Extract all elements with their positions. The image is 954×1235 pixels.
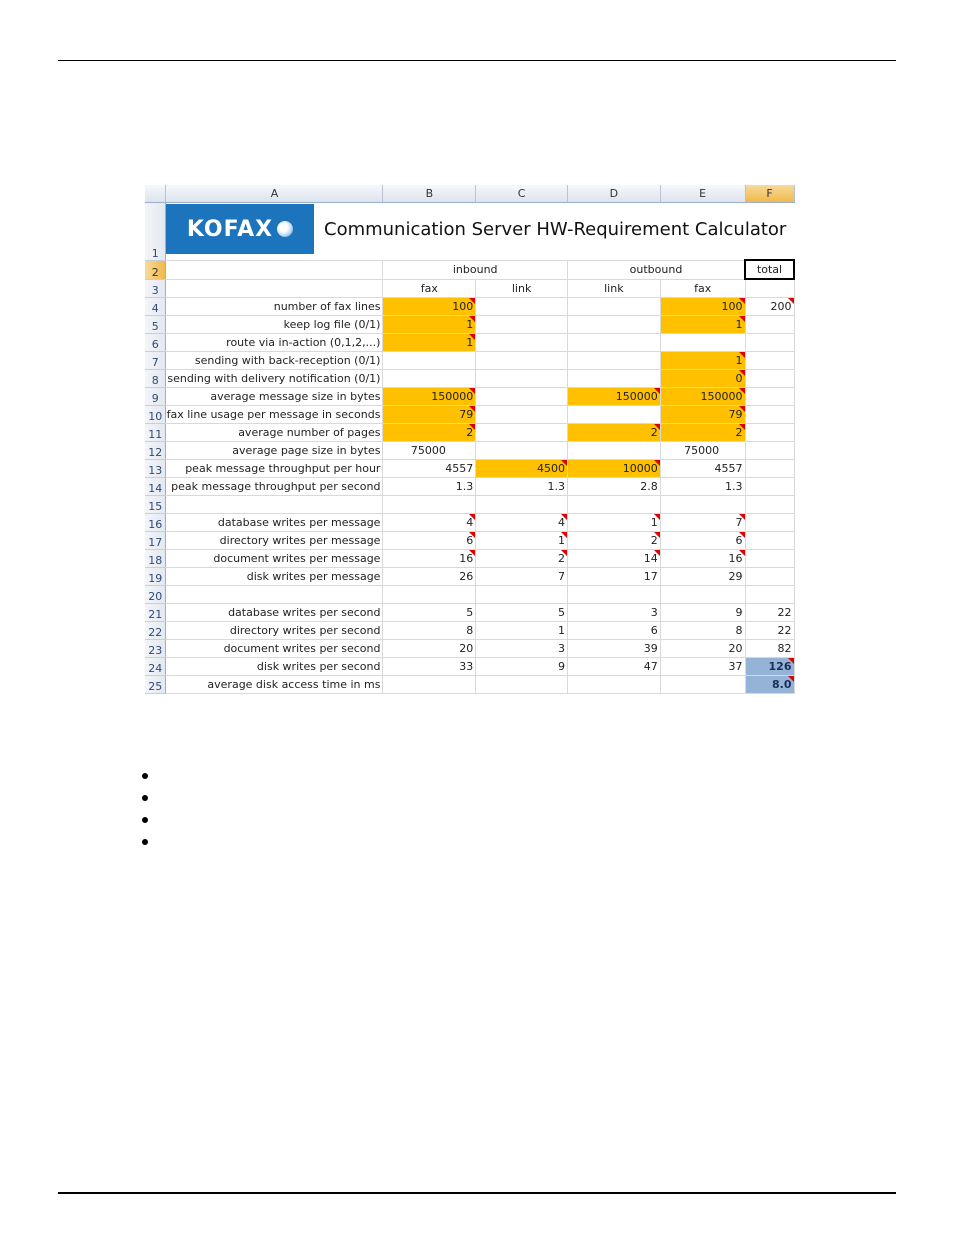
cell-c[interactable]: 1 [476, 622, 568, 640]
cell-f[interactable] [745, 442, 794, 460]
bullet-item [142, 814, 150, 836]
cell-e[interactable]: 1.3 [660, 478, 745, 496]
cell-d[interactable]: 14 [567, 550, 660, 568]
row-label-cell[interactable]: fax line usage per message in seconds [166, 406, 383, 424]
outbound-fax-header[interactable]: fax [660, 279, 745, 298]
bullet-icon [142, 795, 148, 801]
row-header[interactable]: 6 [145, 334, 166, 352]
footer-rule [58, 1192, 896, 1194]
bullet-icon [142, 817, 148, 823]
cell-f[interactable] [745, 334, 794, 352]
kofax-logo-text: KOFAX [186, 216, 274, 242]
cell-d[interactable] [567, 370, 660, 388]
table-row [145, 496, 794, 514]
cell-b[interactable]: 6 [383, 532, 476, 550]
header-rule [58, 60, 896, 61]
inbound-link-header[interactable]: link [476, 279, 568, 298]
cell-e[interactable]: 20 [660, 640, 745, 658]
table-row [145, 352, 794, 370]
cell-b[interactable] [383, 352, 476, 370]
cell-c[interactable]: 1.3 [476, 478, 568, 496]
cell-f[interactable] [745, 478, 794, 496]
cell-b[interactable]: 1.3 [383, 478, 476, 496]
cell-b[interactable]: 33 [383, 658, 476, 676]
cell-c[interactable] [476, 496, 568, 514]
cell-d[interactable] [567, 586, 660, 604]
table-row [145, 604, 794, 622]
row-header[interactable]: 9 [145, 388, 166, 406]
cell-c[interactable]: 9 [476, 658, 568, 676]
row-2 [145, 260, 794, 279]
cell-e[interactable]: 2 [660, 424, 745, 442]
column-header-e[interactable]: E [660, 185, 745, 203]
row-label-cell[interactable]: directory writes per message [166, 532, 383, 550]
cell-d[interactable]: 10000 [567, 460, 660, 478]
data-rows [145, 298, 794, 694]
cell-e[interactable]: 0 [660, 370, 745, 388]
cell-d[interactable]: 17 [567, 568, 660, 586]
row-label-cell[interactable]: database writes per message [166, 514, 383, 532]
row-header[interactable]: 1 [145, 203, 166, 261]
cell-c[interactable] [476, 586, 568, 604]
table-row [145, 658, 794, 676]
cell-f[interactable] [745, 424, 794, 442]
cell-d[interactable] [567, 496, 660, 514]
select-all-corner[interactable] [145, 185, 166, 203]
table-row [145, 640, 794, 658]
bullet-item [142, 770, 150, 792]
cell-b[interactable]: 16 [383, 550, 476, 568]
cell-d[interactable]: 2 [567, 532, 660, 550]
cell-f[interactable] [745, 352, 794, 370]
row-label-cell[interactable]: average disk access time in ms [166, 676, 383, 694]
row-header[interactable]: 18 [145, 550, 166, 568]
cell-e[interactable] [660, 586, 745, 604]
table-row [145, 424, 794, 442]
cell-b[interactable]: 100 [383, 298, 476, 316]
row-label-cell[interactable]: directory writes per second [166, 622, 383, 640]
cell-d[interactable] [567, 406, 660, 424]
row-label-cell[interactable] [166, 586, 383, 604]
cell-f[interactable] [745, 550, 794, 568]
cell[interactable] [166, 279, 383, 298]
bullet-icon [142, 773, 148, 779]
table-row [145, 298, 794, 316]
cell-b[interactable]: 79 [383, 406, 476, 424]
row-label-cell[interactable]: database writes per second [166, 604, 383, 622]
row-header[interactable]: 11 [145, 424, 166, 442]
cell-b[interactable] [383, 586, 476, 604]
row-label-cell[interactable]: peak message throughput per hour [166, 460, 383, 478]
cell-d[interactable] [567, 298, 660, 316]
calculator-title: Communication Server HW-Requirement Calculator [324, 218, 787, 240]
cell-f[interactable] [745, 370, 794, 388]
row-header[interactable]: 15 [145, 496, 166, 514]
cell-e[interactable]: 150000 [660, 388, 745, 406]
globe-icon [277, 221, 293, 237]
cell-f[interactable] [745, 496, 794, 514]
cell-f[interactable]: 126 [745, 658, 794, 676]
row-label-cell[interactable]: peak message throughput per second [166, 478, 383, 496]
cell-b[interactable]: 4 [383, 514, 476, 532]
cell-e[interactable]: 100 [660, 298, 745, 316]
table-row [145, 370, 794, 388]
calculator-banner [166, 203, 792, 255]
cell-d[interactable]: 150000 [567, 388, 660, 406]
row-header[interactable]: 10 [145, 406, 166, 424]
cell-f[interactable]: 82 [745, 640, 794, 658]
cell-f[interactable] [745, 316, 794, 334]
cell[interactable] [745, 279, 794, 298]
table-row [145, 532, 794, 550]
row-header[interactable]: 24 [145, 658, 166, 676]
cell-e[interactable]: 6 [660, 532, 745, 550]
table-row [145, 514, 794, 532]
cell-c[interactable] [476, 406, 568, 424]
cell-c[interactable] [476, 676, 568, 694]
column-header-b[interactable]: B [383, 185, 476, 203]
table-row [145, 406, 794, 424]
cell-c[interactable] [476, 352, 568, 370]
cell-d[interactable]: 2.8 [567, 478, 660, 496]
cell-f[interactable] [745, 586, 794, 604]
cell-c[interactable]: 5 [476, 604, 568, 622]
cell-f[interactable]: 22 [745, 604, 794, 622]
row-header[interactable]: 22 [145, 622, 166, 640]
row-header[interactable]: 7 [145, 352, 166, 370]
cell-e[interactable]: 1 [660, 316, 745, 334]
cell-d[interactable]: 6 [567, 622, 660, 640]
table-row [145, 568, 794, 586]
cell-b[interactable]: 75000 [383, 442, 476, 460]
cell-b[interactable] [383, 370, 476, 388]
cell-f[interactable]: 22 [745, 622, 794, 640]
row-label-cell[interactable]: disk writes per second [166, 658, 383, 676]
total-header-selected-cell[interactable]: total [745, 260, 794, 279]
cell-b[interactable]: 1 [383, 316, 476, 334]
row-header[interactable]: 19 [145, 568, 166, 586]
row-label-cell[interactable]: document writes per second [166, 640, 383, 658]
cell-c[interactable] [476, 316, 568, 334]
row-label-cell[interactable]: disk writes per message [166, 568, 383, 586]
cell-e[interactable]: 16 [660, 550, 745, 568]
table-row [145, 442, 794, 460]
cell-b[interactable]: 5 [383, 604, 476, 622]
cell-d[interactable] [567, 334, 660, 352]
column-header-f[interactable]: F [745, 185, 794, 203]
cell-e[interactable]: 29 [660, 568, 745, 586]
kofax-logo [166, 204, 314, 254]
cell-e[interactable]: 1 [660, 352, 745, 370]
column-header-row [145, 185, 794, 203]
cell-c[interactable]: 4 [476, 514, 568, 532]
cell-c[interactable] [476, 388, 568, 406]
cell-c[interactable]: 2 [476, 550, 568, 568]
cell-d[interactable] [567, 676, 660, 694]
cell[interactable] [166, 260, 383, 279]
cell-b[interactable] [383, 496, 476, 514]
cell-f[interactable]: 200 [745, 298, 794, 316]
row-label-cell[interactable]: average number of pages [166, 424, 383, 442]
inbound-fax-header[interactable]: fax [383, 279, 476, 298]
cell-c[interactable] [476, 442, 568, 460]
cell-b[interactable]: 26 [383, 568, 476, 586]
row-header[interactable]: 5 [145, 316, 166, 334]
cell-c[interactable]: 4500 [476, 460, 568, 478]
row-label-cell[interactable]: average page size in bytes [166, 442, 383, 460]
column-header-c[interactable]: C [476, 185, 568, 203]
cell-b[interactable]: 150000 [383, 388, 476, 406]
cell-d[interactable]: 47 [567, 658, 660, 676]
row-header[interactable]: 23 [145, 640, 166, 658]
table-row [145, 676, 794, 694]
cell-c[interactable]: 1 [476, 532, 568, 550]
cell-d[interactable] [567, 316, 660, 334]
table-row [145, 586, 794, 604]
row-label-cell[interactable]: keep log file (0/1) [166, 316, 383, 334]
cell-e[interactable] [660, 496, 745, 514]
row-header[interactable]: 17 [145, 532, 166, 550]
row-header[interactable]: 12 [145, 442, 166, 460]
spreadsheet-grid [145, 185, 795, 694]
row-header[interactable]: 4 [145, 298, 166, 316]
row-header[interactable]: 20 [145, 586, 166, 604]
cell-e[interactable]: 37 [660, 658, 745, 676]
cell-c[interactable] [476, 424, 568, 442]
row-label-cell[interactable]: average message size in bytes [166, 388, 383, 406]
cell-b[interactable]: 1 [383, 334, 476, 352]
cell-f[interactable] [745, 388, 794, 406]
cell-b[interactable] [383, 676, 476, 694]
table-row [145, 388, 794, 406]
cell-f[interactable] [745, 514, 794, 532]
spreadsheet-screenshot [145, 185, 795, 693]
bullet-item [142, 836, 150, 858]
cell-e[interactable]: 75000 [660, 442, 745, 460]
row-header[interactable]: 25 [145, 676, 166, 694]
cell-e[interactable]: 4557 [660, 460, 745, 478]
table-row [145, 478, 794, 496]
cell-e[interactable] [660, 676, 745, 694]
cell-f[interactable] [745, 532, 794, 550]
cell-d[interactable]: 3 [567, 604, 660, 622]
column-header-a[interactable]: A [166, 185, 383, 203]
row-header[interactable]: 13 [145, 460, 166, 478]
cell-d[interactable] [567, 442, 660, 460]
row-label-cell[interactable]: sending with delivery notification (0/1) [166, 370, 383, 388]
cell-c[interactable] [476, 370, 568, 388]
row-label-cell[interactable]: route via in-action (0,1,2,...) [166, 334, 383, 352]
table-row [145, 550, 794, 568]
cell-f[interactable]: 8.0 [745, 676, 794, 694]
row-header[interactable]: 8 [145, 370, 166, 388]
inbound-header[interactable]: inbound [383, 260, 568, 279]
cell-d[interactable]: 1 [567, 514, 660, 532]
row-header[interactable]: 2 [145, 260, 166, 279]
row-header[interactable]: 14 [145, 478, 166, 496]
cell-e[interactable]: 7 [660, 514, 745, 532]
row-3 [145, 279, 794, 298]
row-header[interactable]: 16 [145, 514, 166, 532]
cell-f[interactable] [745, 460, 794, 478]
table-row [145, 460, 794, 478]
row-label-cell[interactable]: number of fax lines [166, 298, 383, 316]
bullet-icon [142, 839, 148, 845]
cell-d[interactable]: 39 [567, 640, 660, 658]
cell-d[interactable] [567, 352, 660, 370]
table-row [145, 622, 794, 640]
cell-c[interactable] [476, 334, 568, 352]
cell-c[interactable]: 7 [476, 568, 568, 586]
cell-b[interactable]: 2 [383, 424, 476, 442]
cell-b[interactable]: 20 [383, 640, 476, 658]
row-label-cell[interactable]: document writes per message [166, 550, 383, 568]
cell-f[interactable] [745, 406, 794, 424]
row-label-cell[interactable] [166, 496, 383, 514]
table-row [145, 316, 794, 334]
row-header[interactable]: 21 [145, 604, 166, 622]
outbound-link-header[interactable]: link [567, 279, 660, 298]
outbound-header[interactable]: outbound [567, 260, 745, 279]
column-header-d[interactable]: D [567, 185, 660, 203]
bullet-item [142, 792, 150, 814]
cell-c[interactable] [476, 298, 568, 316]
bullet-list [142, 770, 150, 858]
cell-e[interactable]: 8 [660, 622, 745, 640]
row-header[interactable]: 3 [145, 279, 166, 298]
cell-f[interactable] [745, 568, 794, 586]
cell-d[interactable]: 2 [567, 424, 660, 442]
cell-b[interactable]: 8 [383, 622, 476, 640]
cell-b[interactable]: 4557 [383, 460, 476, 478]
cell-e[interactable]: 9 [660, 604, 745, 622]
row-label-cell[interactable]: sending with back-reception (0/1) [166, 352, 383, 370]
cell-e[interactable] [660, 334, 745, 352]
cell-e[interactable]: 79 [660, 406, 745, 424]
table-row [145, 334, 794, 352]
cell-c[interactable]: 3 [476, 640, 568, 658]
